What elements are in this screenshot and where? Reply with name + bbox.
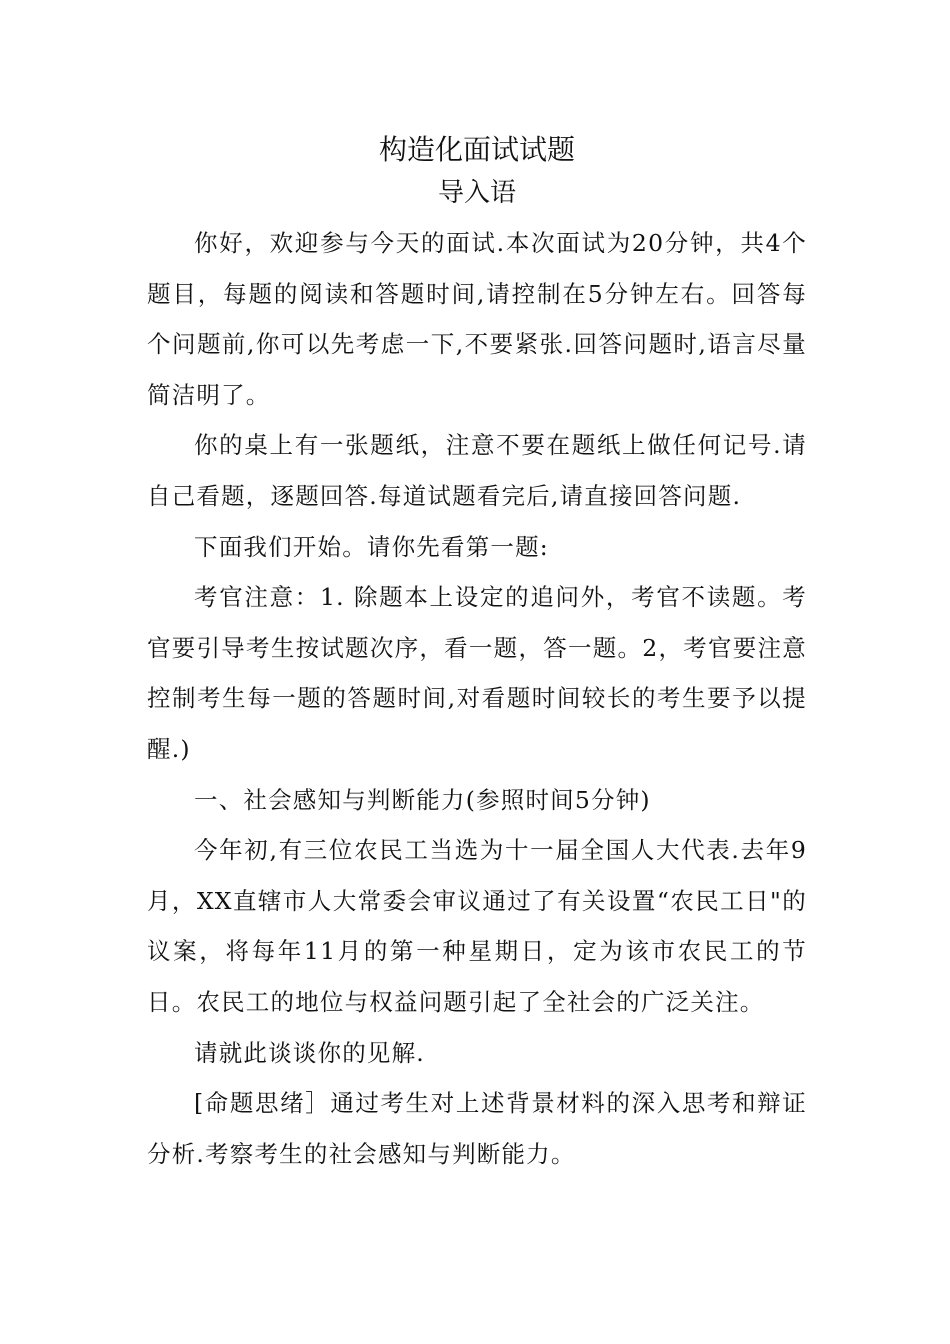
paragraph-start: 下面我们开始。请你先看第一题: [194,532,549,561]
paragraph-instructions: 你的桌上有一张题纸，注意不要在题纸上做任何记号.请自己看题，逐题回答.每道试题看完后,请直接回答问题. [147,431,807,510]
document-subtitle: 导入语 [437,178,516,208]
paragraph-question-prompt: 请就此谈谈你的见解. [194,1038,425,1067]
paragraph-design-rationale: [命题思绪］通过考生对上述背景材料的深入思考和辩证分析.考察考生的社会感知与判断能力。 [147,1089,807,1168]
paragraph-intro: 你好，欢迎参与今天的面试.本次面试为20分钟，共4个题目，每题的阅读和答题时间,请控制在5分钟左右。回答每个问题前,你可以先考虑一下,不要紧张.回答问题时,语言尽量简洁明了。 [147,229,807,409]
paragraph-question-material: 今年初,有三位农民工当选为十一届全国人大代表.去年9月，XX直辖市人大常委会审议通过了有关设置“农民工日"的议案，将每年11月的第一种星期日，定为该市农民工的节日。农民工的地位与权益问题引起了全社会的广泛关注。 [147,836,807,1016]
document-body [147,128,807,1179]
paragraph-question-heading: 一、社会感知与判断能力(参照时间5分钟) [194,785,651,814]
document-title: 构造化面试试题 [378,133,575,166]
paragraph-examiner-note: 考官注意：1. 除题本上设定的追问外，考官不读题。考官要引导考生按试题次序，看一题，答一题。2，考官要注意控制考生每一题的答题时间,对看题时间较长的考生要予以提醒.) [147,583,807,763]
